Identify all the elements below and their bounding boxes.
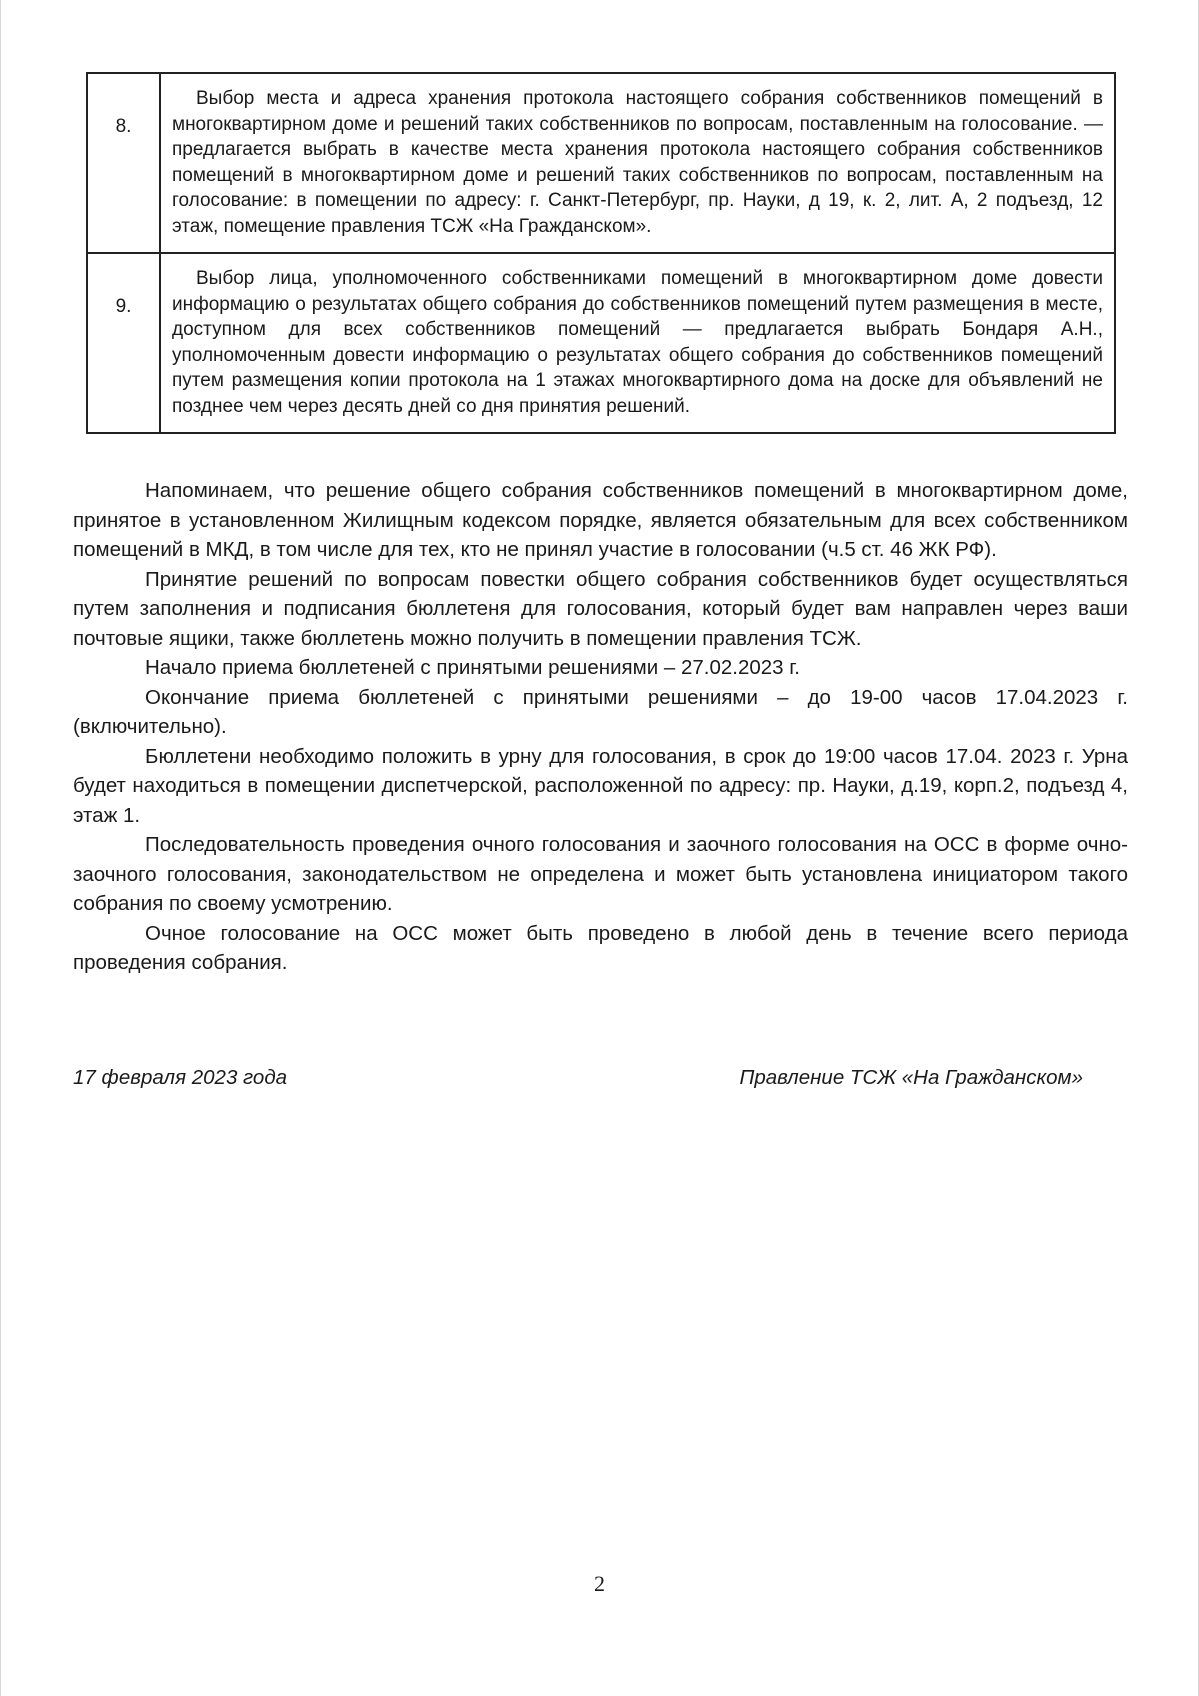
paragraph-ballot-start: Начало приема бюллетеней с принятыми решениями – 27.02.2023 г.: [145, 656, 800, 679]
paragraph-reminder: Напоминаем, что решение общего собрания собственников помещений в многоквартирном доме, принятое в установленном Жилищным кодексом порядке, является обязательным для всех собственником помещений в МКД, в том числе для тех, кто не принял участие в голосовании (ч.5 ст. 46 ЖК РФ).: [73, 479, 1128, 561]
paragraph-ballot-box: Бюллетени необходимо положить в урну для голосования, в срок до 19:00 часов 17.04. 2023 г. Урна будет находиться в помещении диспетчерской, расположенной по адресу: пр. Науки, д.19, корп.2, подъезд 4, этаж 1.: [73, 744, 1128, 827]
paragraph-voting-sequence: Последовательность проведения очного голосования и заочного голосования на ОСС в форме очно-заочного голосования, законодательством не определена и может быть установлена инициатором такого собрания по своему усмотрению.: [73, 833, 1128, 915]
agenda-item-number: 9.: [87, 253, 160, 433]
agenda-item-text: Выбор места и адреса хранения протокола настоящего собрания собственников помещений в многоквартирном доме и решений таких собственников по вопросам, поставленным на голосование. — предлагается выбрать в качестве места хранения протокола настоящего собрания собственников помещений в многоквартирном доме и решений таких собственников по вопросам, поставленным на голосование: в помещении по адресу: г. Санкт-Петербург, пр. Науки, д 19, к. 2, лит. А, 2 подъезд, 12 этаж, помещение правления ТСЖ «На Гражданском».: [172, 88, 1103, 237]
paragraph-voting-method: Принятие решений по вопросам повестки общего собрания собственников будет осуществляться путем заполнения и подписания бюллетеня для голосования, который будет вам направлен через ваши почтовые ящики, также бюллетень можно получить в помещении правления ТСЖ.: [73, 567, 1128, 650]
signatory-organization: Правление ТСЖ «На Гражданском»: [739, 1066, 1083, 1089]
agenda-item-text-cell: [160, 73, 1115, 253]
page-number: 2: [594, 1571, 605, 1596]
notice-body: [73, 476, 1128, 978]
agenda-row-9: [87, 253, 1115, 433]
agenda-table: [86, 72, 1116, 434]
document-date: 17 февраля 2023 года: [73, 1066, 288, 1089]
agenda-item-text: Выбор лица, уполномоченного собственниками помещений в многоквартирном доме довести информацию о результатах общего собрания до собственников помещений путем размещения в месте, доступном для всех собственников помещений — предлагается выбрать Бондаря А.Н., уполномоченным довести информацию о результатах общего собрания до собственников помещений путем размещения копии протокола на 1 этажах многоквартирного дома на доске для объявлений не позднее чем через десять дней со дня принятия решений.: [172, 268, 1103, 417]
agenda-item-text-cell: [160, 253, 1115, 433]
agenda-row-8: [87, 73, 1115, 253]
paragraph-in-person-voting: Очное голосование на ОСС может быть проведено в любой день в течение всего периода проведения собрания.: [73, 921, 1128, 974]
paragraph-ballot-end: Окончание приема бюллетеней с принятыми решениями – до 19-00 часов 17.04.2023 г. (включительно).: [73, 685, 1128, 738]
agenda-item-number: 8.: [87, 73, 160, 253]
